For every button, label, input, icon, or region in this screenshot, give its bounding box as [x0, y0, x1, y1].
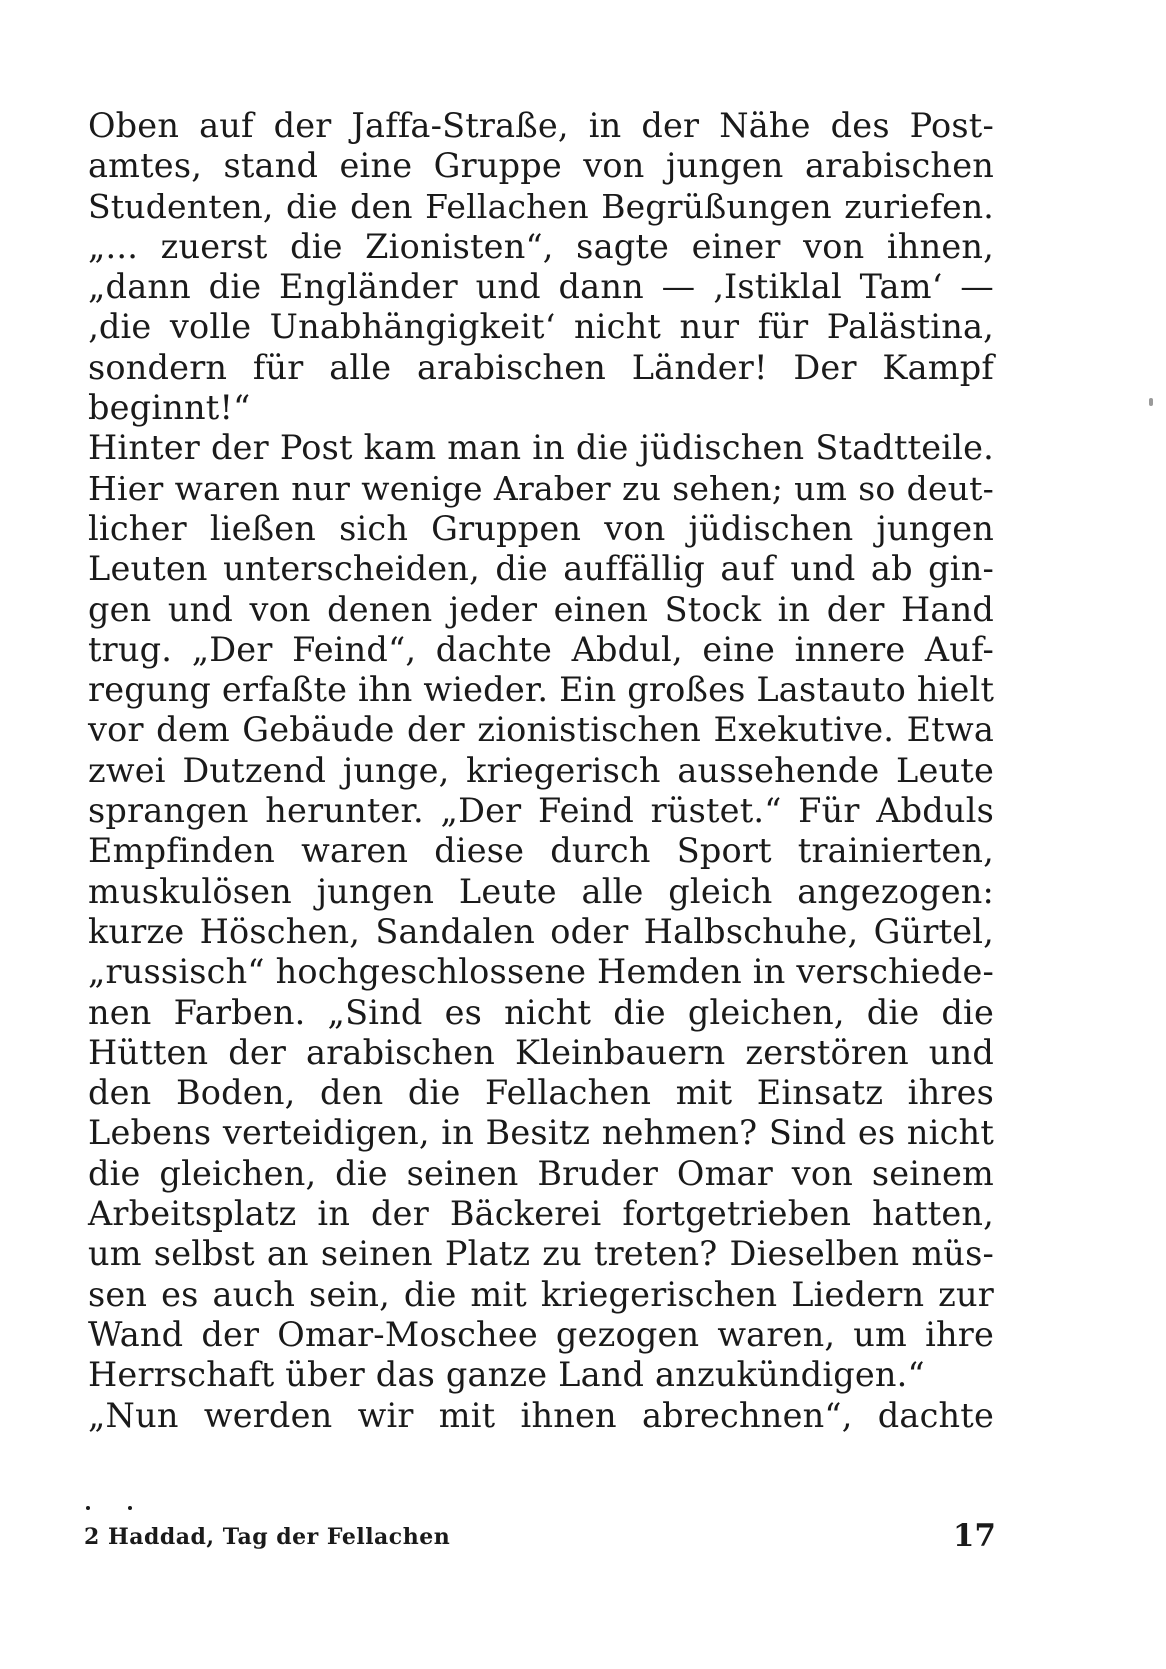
text-line: Hütten der arabischen Kleinbauern zerstören und — [88, 1032, 994, 1072]
text-line: den Boden, den die Fellachen mit Einsatz ihres — [88, 1073, 994, 1113]
text-line: licher ließen sich Gruppen von jüdischen jungen — [88, 508, 994, 548]
text-line: Studenten, die den Fellachen Begrüßungen zuriefen. — [88, 186, 994, 226]
text-line: Oben auf der Jaffa-Straße, in der Nähe des Post- — [88, 106, 994, 145]
text-line: „Nun werden wir mit ihnen abrechnen“, dachte — [88, 1395, 994, 1435]
text-line: trug. „Der Feind“, dachte Abdul, eine innere Auf- — [88, 629, 994, 669]
page-number: 17 — [952, 1518, 996, 1554]
text-line: Empfinden waren diese durch Sport trainierten, — [88, 831, 994, 871]
text-line: vor dem Gebäude der zionistischen Exekutive. Etwa — [88, 710, 994, 750]
text-line: beginnt!“ — [88, 388, 251, 428]
text-line: kurze Höschen, Sandalen oder Halbschuhe, Gürtel, — [88, 911, 994, 951]
text-line: amtes, stand eine Gruppe von jungen arabischen — [88, 146, 994, 186]
text-line: muskulösen jungen Leute alle gleich angezogen: — [88, 871, 994, 911]
text-line: Herrschaft über das ganze Land anzukündigen.“ — [88, 1355, 925, 1395]
text-line: Hinter der Post kam man in die jüdischen Stadtteile. — [88, 428, 994, 468]
page-footer — [84, 1518, 996, 1558]
printer-signature: 2 Haddad, Tag der Fellachen — [84, 1524, 451, 1550]
text-line: „... zuerst die Zionisten“, sagte einer von ihnen, — [88, 226, 994, 266]
text-line: Lebens verteidigen, in Besitz nehmen? Sind es nicht — [88, 1113, 994, 1153]
signature-marks — [82, 1506, 142, 1512]
body-text — [88, 106, 994, 1436]
text-line: um selbst an seinen Platz zu treten? Dieselben müs- — [88, 1234, 994, 1274]
text-line: Hier waren nur wenige Araber zu sehen; um so deut- — [88, 468, 994, 508]
text-line: Wand der Omar-Moschee gezogen waren, um ihre — [88, 1314, 994, 1354]
text-line: sprangen herunter. „Der Feind rüstet.“ Für Abduls — [88, 791, 994, 831]
scan-speck — [1149, 398, 1153, 406]
text-line: die gleichen, die seinen Bruder Omar von seinem — [88, 1153, 994, 1193]
text-line: „russisch“ hochgeschlossene Hemden in verschiede- — [88, 952, 994, 992]
text-line: ‚die volle Unabhängigkeit‘ nicht nur für Palästina, — [88, 307, 994, 347]
text-line: sondern für alle arabischen Länder! Der Kampf — [88, 347, 994, 387]
text-line: zwei Dutzend junge, kriegerisch aussehende Leute — [88, 750, 994, 790]
text-line: Arbeitsplatz in der Bäckerei fortgetrieben hatten, — [88, 1194, 994, 1234]
text-line: Leuten unterscheiden, die auffällig auf und ab gin- — [88, 549, 994, 589]
text-line: „dann die Engländer und dann — ‚Istiklal Tam‘ — — [88, 267, 994, 307]
text-line: gen und von denen jeder einen Stock in der Hand — [88, 589, 994, 629]
text-line: regung erfaßte ihn wieder. Ein großes Lastauto hielt — [88, 670, 995, 710]
text-line: sen es auch sein, die mit kriegerischen Liedern zur — [88, 1274, 994, 1314]
text-line: nen Farben. „Sind es nicht die gleichen, die die — [88, 992, 994, 1032]
